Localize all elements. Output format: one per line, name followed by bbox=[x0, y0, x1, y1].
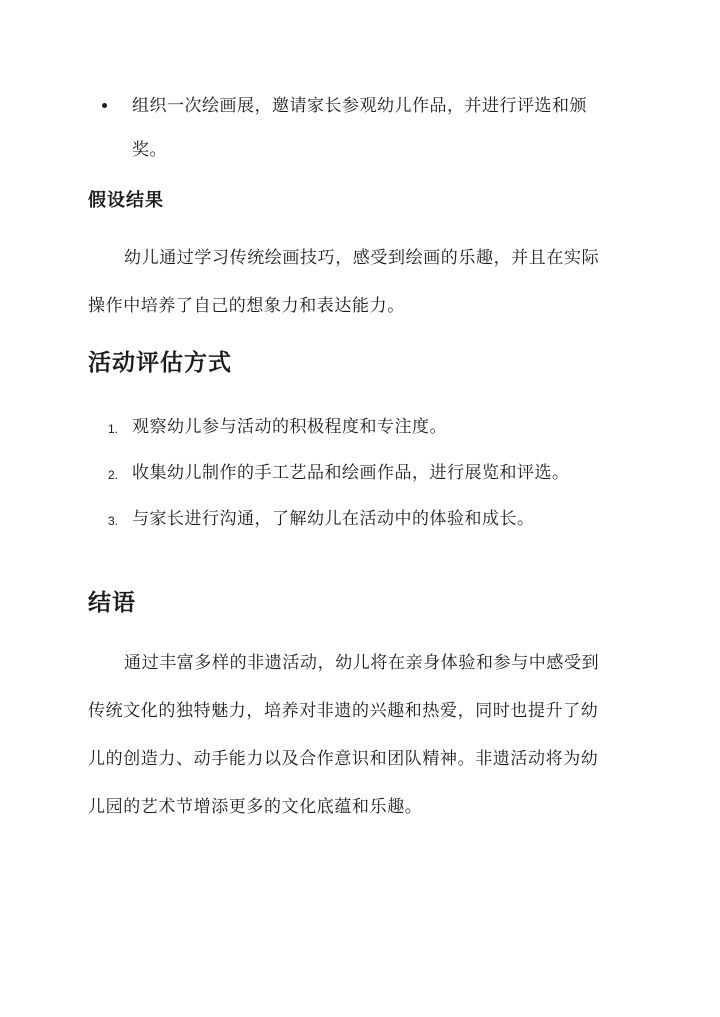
hypothesis-line-1: 幼儿通过学习传统绘画技巧，感受到绘画的乐趣，并且在实际 bbox=[124, 248, 600, 268]
list-item-text: 收集幼儿制作的手工艺品和绘画作品，进行展览和评选。 bbox=[132, 463, 570, 483]
list-item-number: 3. bbox=[108, 514, 119, 528]
conclusion-heading: 结语 bbox=[88, 589, 136, 616]
bullet-item-text bbox=[132, 84, 622, 172]
conclusion-line-2: 传统文化的独特魅力，培养对非遗的兴趣和热爱，同时也提升了幼 bbox=[88, 701, 599, 721]
evaluation-heading: 活动评估方式 bbox=[88, 349, 232, 376]
bullet-item-line-1: 组织一次绘画展，邀请家长参观幼儿作品，并进行评选和颁 bbox=[132, 96, 587, 116]
conclusion-paragraph bbox=[88, 639, 633, 831]
hypothesis-paragraph bbox=[88, 234, 633, 330]
conclusion-line-4: 儿园的艺术节增添更多的文化底蕴和乐趣。 bbox=[88, 797, 423, 817]
list-item-number: 1. bbox=[108, 422, 119, 436]
hypothesis-line-2: 操作中培养了自己的想象力和表达能力。 bbox=[88, 296, 405, 316]
hypothesis-heading: 假设结果 bbox=[88, 190, 164, 211]
evaluation-list-item bbox=[108, 498, 628, 544]
list-item-text: 与家长进行沟通，了解幼儿在活动中的体验和成长。 bbox=[132, 509, 535, 529]
bullet-item-line-2: 奖。 bbox=[132, 140, 167, 160]
conclusion-line-1: 通过丰富多样的非遗活动，幼儿将在亲身体验和参与中感受到 bbox=[124, 653, 600, 673]
list-item-number: 2. bbox=[108, 468, 119, 482]
evaluation-list-item bbox=[108, 406, 628, 452]
evaluation-list-item bbox=[108, 452, 628, 498]
list-item-text: 观察幼儿参与活动的积极程度和专注度。 bbox=[132, 417, 447, 437]
evaluation-list bbox=[108, 406, 628, 544]
bullet-dot-icon bbox=[102, 103, 107, 108]
conclusion-line-3: 儿的创造力、动手能力以及合作意识和团队精神。非遗活动将为幼 bbox=[88, 749, 599, 769]
